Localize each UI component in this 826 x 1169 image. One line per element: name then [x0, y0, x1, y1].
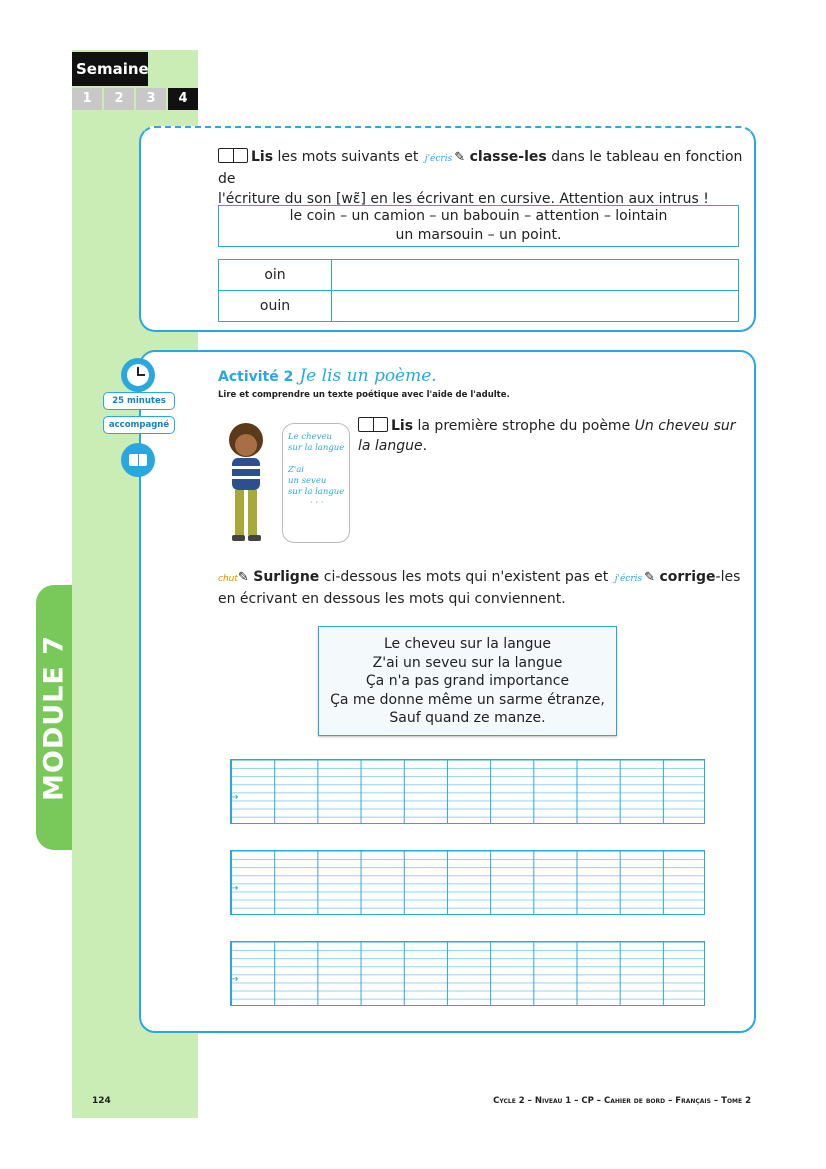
week-label: Semaine — [72, 52, 148, 86]
jecris-label: j'écris — [614, 574, 643, 584]
answer-cell[interactable] — [332, 260, 739, 291]
bubble-line: Z'ai — [288, 465, 305, 475]
duration-badge: 25 minutes — [103, 392, 175, 410]
module-tab — [36, 585, 72, 850]
correct-instruction — [218, 567, 743, 609]
exercise-1-instruction — [218, 147, 743, 209]
bubble-line: Le cheveu — [288, 432, 332, 442]
table-row — [219, 260, 739, 291]
arrow-icon: → — [230, 792, 239, 803]
poem-title: Un cheveu sur la langue — [358, 418, 736, 454]
poem-line: Sauf quand ze manze. — [389, 710, 546, 726]
reading-book-icon — [121, 443, 155, 477]
word-list-line: le coin – un camion – un babouin – attention – lointain — [289, 208, 668, 224]
word-list-table — [218, 205, 739, 247]
page-number: 124 — [92, 1096, 111, 1106]
week-1: 1 — [72, 88, 102, 110]
surligne-keyword: Surligne — [253, 569, 320, 585]
corrige-keyword: corrige — [659, 569, 716, 585]
instruction-text: -les — [715, 569, 741, 585]
poem-line: Z'ai un seveu sur la langue — [372, 654, 563, 671]
footer-series: Cycle 2 – Niveau 1 – CP – Cahier de bord – Français – Tome 2 — [493, 1096, 751, 1106]
instruction-text: dans le tableau en fonction de — [218, 149, 743, 187]
activity-subtitle: Lire et comprendre un texte poétique avec l'aide de l'adulte. — [218, 390, 510, 400]
highlighter-icon: ✎ — [237, 570, 249, 585]
instruction-text: ci-dessous les mots qui n'existent pas et — [323, 569, 609, 585]
instruction-text: l'écriture du son [wɛ̃] en les écrivant en cursive. Attention aux intrus ! — [218, 191, 709, 207]
bubble-line: un seveu — [288, 476, 327, 486]
week-selector — [72, 88, 200, 110]
lis-keyword: Lis — [251, 149, 274, 165]
bubble-line: sur la langue — [288, 443, 345, 453]
read-book-icon — [358, 417, 388, 432]
writing-grid[interactable] — [230, 759, 705, 824]
poem-line: Le cheveu sur la langue — [383, 636, 552, 652]
week-4-active: 4 — [168, 88, 198, 110]
mode-badge: accompagné — [103, 416, 175, 434]
arrow-icon: → — [230, 974, 239, 985]
week-2: 2 — [104, 88, 134, 110]
word-list-cell — [219, 206, 739, 247]
module-label: MODULE 7 — [38, 634, 70, 801]
instruction-text: . — [422, 438, 428, 454]
activity-number: Activité 2 — [218, 369, 294, 385]
sound-sort-table — [218, 259, 739, 322]
speech-bubble — [282, 423, 350, 543]
clock-icon — [121, 358, 155, 392]
classe-keyword: classe-les — [469, 149, 547, 165]
row-label: oin — [219, 260, 332, 291]
bubble-line: · · · — [310, 498, 324, 508]
pen-icon: ✎ — [454, 150, 466, 165]
arrow-icon: → — [230, 883, 239, 894]
boy-illustration — [218, 420, 280, 545]
jecris-label: j'écris — [424, 154, 453, 164]
read-book-icon — [218, 148, 248, 163]
read-instruction — [358, 416, 738, 456]
week-3: 3 — [136, 88, 166, 110]
writing-grid[interactable] — [230, 941, 705, 1006]
pen-icon: ✎ — [644, 570, 656, 585]
instruction-text: les mots suivants et — [277, 149, 419, 165]
poem-line: Ça n'a pas grand importance — [365, 673, 570, 689]
instruction-text: en écrivant en dessous les mots qui conviennent. — [218, 591, 566, 607]
chut-label: chut — [218, 574, 238, 584]
poem-line: Ça me donne même un sarme étranze, — [330, 691, 605, 708]
activity-title — [218, 366, 437, 386]
bubble-line: sur la langue — [288, 487, 345, 497]
writing-grid[interactable] — [230, 850, 705, 915]
activity-script-title: Je lis un poème. — [299, 366, 437, 386]
table-row — [219, 291, 739, 322]
row-label: ouin — [219, 291, 332, 322]
lis-keyword: Lis — [391, 418, 414, 434]
instruction-text: la première strophe du poème — [417, 418, 631, 434]
word-list-line: un marsouin – un point. — [395, 227, 562, 243]
poem-box — [318, 626, 617, 736]
answer-cell[interactable] — [332, 291, 739, 322]
